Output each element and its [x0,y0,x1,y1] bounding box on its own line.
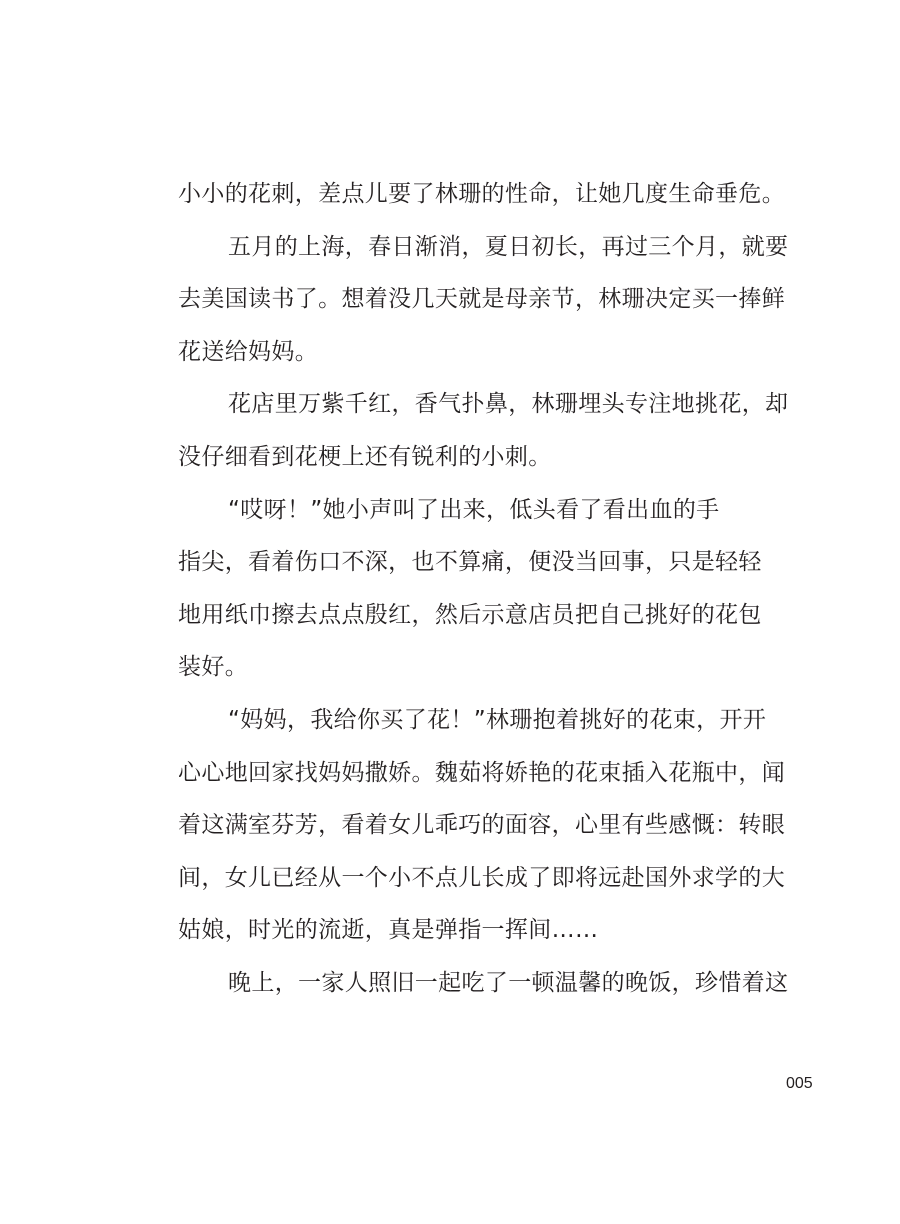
text-line: 心心地回家找妈妈撒娇。魏茹将娇艳的花束插入花瓶中，闻 [178,759,786,786]
text-line: 小小的花刺，差点儿要了林珊的性命，让她几度生命垂危。 [178,181,786,207]
text-line: 姑娘，时光的流逝，真是弹指一挥间…… [178,917,599,944]
paragraph-start-line: “哎呀！”她小声叫了出来，低头看了看出血的手 [228,496,720,523]
text-line: 间，女儿已经从一个小不点儿长成了即将远赴国外求学的大 [178,864,786,891]
page-number: 005 [786,1075,813,1092]
text-line: 着这满室芬芳，看着女儿乖巧的面容，心里有些感慨：转眼 [178,812,786,839]
text-line: 地用纸巾擦去点点殷红，然后示意店员把自己挑好的花包 [178,601,762,628]
paragraph-start-line: 晚上，一家人照旧一起吃了一顿温馨的晚饭，珍惜着这 [228,969,789,996]
text-line: 花送给妈妈。 [178,338,319,365]
paragraph-start-line: 花店里万紫千红，香气扑鼻，林珊埋头专注地挑花，却 [228,391,789,418]
text-line: 指尖，看着伤口不深，也不算痛，便没当回事，只是轻轻 [178,549,762,576]
paragraph-start-line: “妈妈，我给你买了花！”林珊抱着挑好的花束，开开 [228,706,767,733]
body-text [178,168,818,1010]
text-line: 装好。 [178,654,249,681]
text-line: 没仔细看到花梗上还有锐利的小刺。 [178,443,552,470]
paragraph-start-line: 五月的上海，春日渐消，夏日初长，再过三个月，就要 [228,233,789,260]
text-line: 去美国读书了。想着没几天就是母亲节，林珊决定买一捧鲜 [178,286,786,313]
